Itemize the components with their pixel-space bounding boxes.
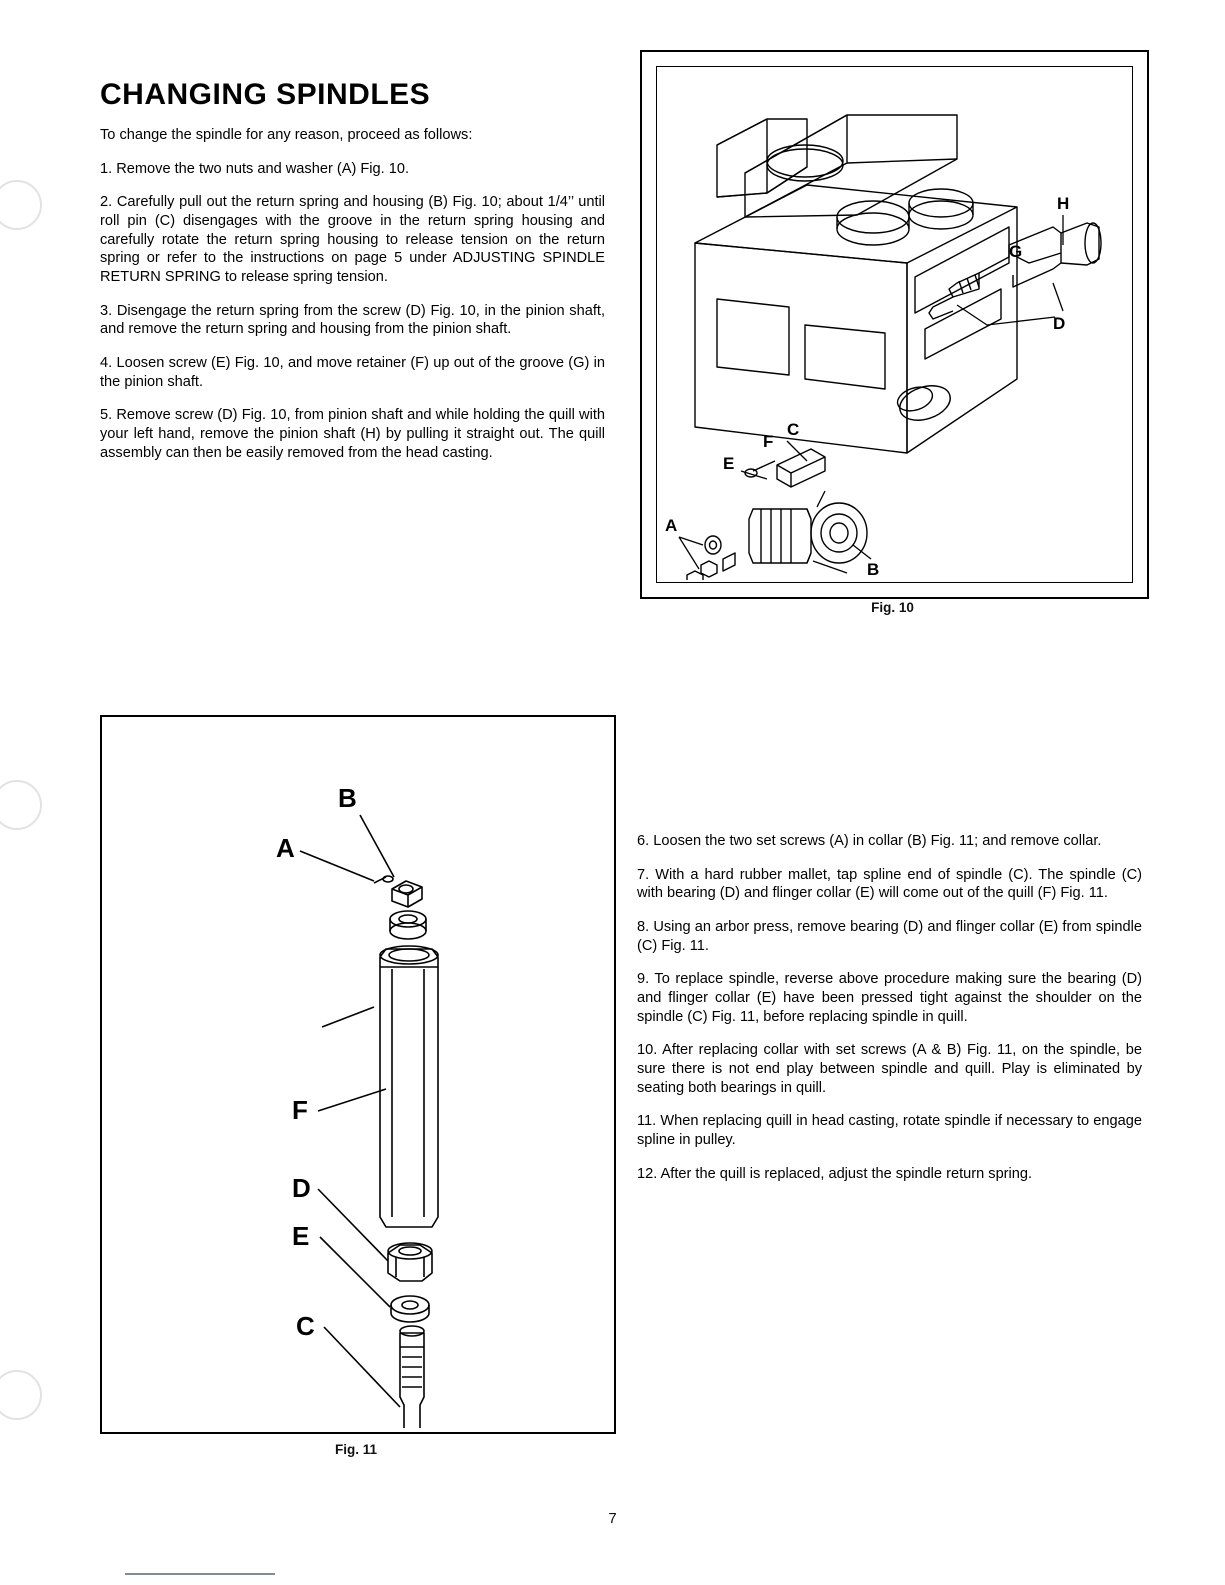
figure-10-callout-C: C [787,420,800,439]
step-9: 9. To replace spindle, reverse above procedure making sure the bearing (D) and flinger collar (E) have been pressed tight against the shoulder on the spindle (C) Fig. 11, before replacing spindle in quill. [637,971,1142,1025]
right-text-column [637,832,1142,1198]
intro-paragraph: To change the spindle for any reason, proceed as follows: [100,127,473,143]
figure-11-callout-B: B [338,783,357,813]
figure-10-callout-A: A [665,516,678,535]
footer-rule [125,1573,275,1575]
step-3: 3. Disengage the return spring from the screw (D) Fig. 10, in the pinion shaft, and remove the return spring and housing from the pinion shaft. [100,302,605,338]
punch-hole-mark [0,780,42,830]
step-11: 11. When replacing quill in head casting, rotate spindle if necessary to engage spline in pulley. [637,1113,1142,1149]
page-title: CHANGING SPINDLES [100,78,431,111]
page-number: 7 [608,1510,617,1527]
figure-10-panel [640,50,1149,599]
figure-11-callout-D: D [292,1173,311,1203]
figure-10-callout-G: G [1009,242,1023,261]
figure-11-panel [100,715,616,1434]
figure-10-callout-B: B [867,560,880,579]
figure-11-callout-C: C [296,1311,315,1341]
figure-11-caption: Fig. 11 [334,1442,378,1457]
left-text-column [100,78,605,477]
step-1: 1. Remove the two nuts and washer (A) Fig. 10. [100,160,410,177]
step-10: 10. After replacing collar with set screws (A & B) Fig. 11, on the spindle, be sure there is not end play between spindle and quill. Play is eliminated by seating both bearings in quill. [637,1042,1142,1096]
step-5: 5. Remove screw (D) Fig. 10, from pinion shaft and while holding the quill with your left hand, remove the pinion shaft (H) by pulling it straight out. The quill assembly can then be easily removed from the head casting. [100,407,605,461]
step-7: 7. With a hard rubber mallet, tap spline end of spindle (C). The spindle (C) with bearing (D) and flinger collar (E) will come out of the quill (F) Fig. 11. [637,866,1142,902]
punch-hole-mark [0,180,42,230]
figure-10-callout-E: E [723,454,735,473]
figure-10-callout-H: H [1057,194,1070,213]
step-6: 6. Loosen the two set screws (A) in collar (B) Fig. 11; and remove collar. [637,833,1102,849]
figure-10-drawing [657,67,1130,580]
figure-11-drawing [102,717,610,1428]
figure-10-inner-border [656,66,1133,583]
step-8: 8. Using an arbor press, remove bearing (D) and flinger collar (E) from spindle (C) Fig. 11. [637,919,1142,954]
step-4: 4. Loosen screw (E) Fig. 10, and move retainer (F) up out of the groove (G) in the pinion shaft. [100,355,605,390]
figure-10-callout-D: D [1053,314,1066,333]
figure-11-callout-F: F [292,1095,308,1125]
figure-11-callout-A: A [276,833,295,863]
step-12: 12. After the quill is replaced, adjust the spindle return spring. [637,1165,1033,1182]
figure-10-caption: Fig. 10 [871,600,914,615]
figure-11-callout-E: E [292,1221,310,1251]
figure-10-callout-F: F [763,432,774,451]
step-2: 2. Carefully pull out the return spring and housing (B) Fig. 10; about 1/4’’ until roll pin (C) disengages with the groove in the return spring housing and carefully rotate the return spring housing to release tension on the return spring or refer to the instructions on page 5 under ADJUSTING SPINDLE RETURN SPRING to release spring tension. [100,194,605,286]
punch-hole-mark [0,1370,42,1420]
